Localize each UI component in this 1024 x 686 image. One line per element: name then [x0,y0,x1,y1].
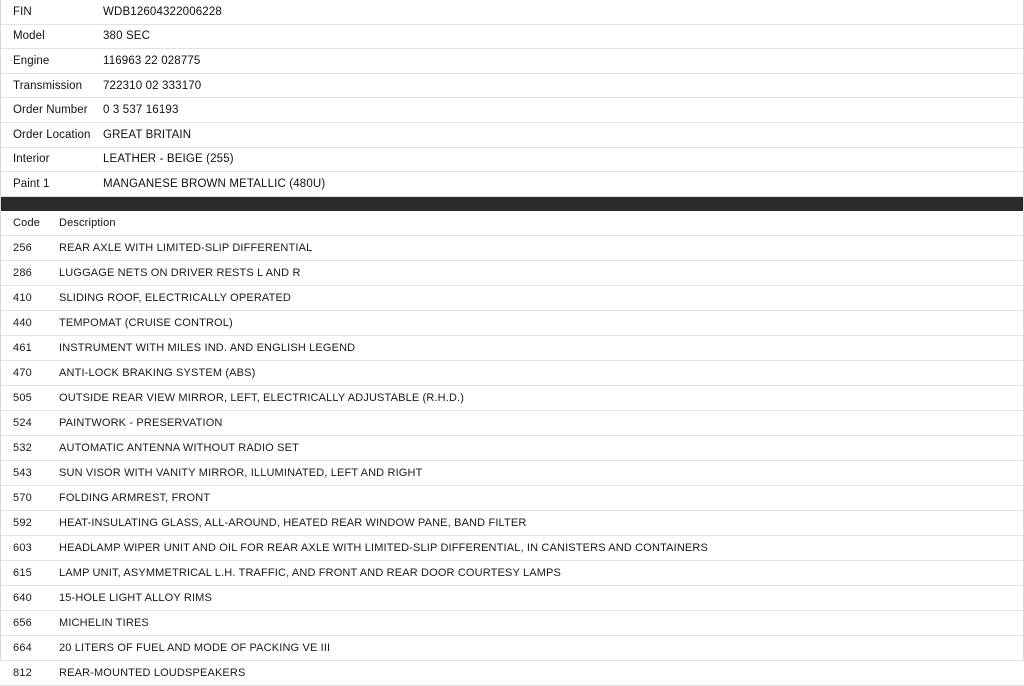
table-row [0,385,1024,410]
option-code: 640 [0,585,58,610]
option-code: 470 [0,360,58,385]
table-row [0,49,1024,74]
table-row [0,172,1024,197]
vehicle-field-label: Order Location [0,122,103,147]
table-row [0,310,1024,335]
option-code: 410 [0,285,58,310]
option-codes-body [0,211,1024,686]
option-description: REAR-MOUNTED LOUDSPEAKERS [58,660,1024,685]
table-row [0,147,1024,172]
option-code: 543 [0,460,58,485]
vehicle-field-value: 722310 02 333170 [103,73,1024,98]
option-description: SUN VISOR WITH VANITY MIRROR, ILLUMINATED, LEFT AND RIGHT [58,460,1024,485]
table-row [0,585,1024,610]
vehicle-field-value: 380 SEC [103,24,1024,49]
table-row [0,0,1024,24]
option-code: 256 [0,235,58,260]
vehicle-data-body [0,0,1024,196]
table-row [0,98,1024,123]
option-description: OUTSIDE REAR VIEW MIRROR, LEFT, ELECTRICALLY ADJUSTABLE (R.H.D.) [58,385,1024,410]
option-codes-header-row [0,211,1024,236]
vehicle-field-value: MANGANESE BROWN METALLIC (480U) [103,172,1024,197]
option-code: 592 [0,510,58,535]
vehicle-field-label: Transmission [0,73,103,98]
option-description: PAINTWORK - PRESERVATION [58,410,1024,435]
option-code: 664 [0,635,58,660]
table-row [0,360,1024,385]
table-row [0,410,1024,435]
option-code: 505 [0,385,58,410]
column-header-description: Description [58,211,1024,236]
table-row [0,24,1024,49]
table-row [0,635,1024,660]
table-row [0,260,1024,285]
vehicle-field-label: FIN [0,0,103,24]
table-row [0,435,1024,460]
option-description: LUGGAGE NETS ON DRIVER RESTS L AND R [58,260,1024,285]
table-row [0,660,1024,685]
option-description: 15-HOLE LIGHT ALLOY RIMS [58,585,1024,610]
table-row [0,335,1024,360]
option-code: 812 [0,660,58,685]
option-description: SLIDING ROOF, ELECTRICALLY OPERATED [58,285,1024,310]
option-codes-table [0,211,1024,686]
table-row [0,560,1024,585]
option-code: 603 [0,535,58,560]
section-divider-bar [0,197,1024,211]
option-code: 440 [0,310,58,335]
option-description: LAMP UNIT, ASYMMETRICAL L.H. TRAFFIC, AND FRONT AND REAR DOOR COURTESY LAMPS [58,560,1024,585]
option-description: REAR AXLE WITH LIMITED-SLIP DIFFERENTIAL [58,235,1024,260]
vehicle-data-table [0,0,1024,197]
option-code: 524 [0,410,58,435]
option-description: FOLDING ARMREST, FRONT [58,485,1024,510]
option-description: ANTI-LOCK BRAKING SYSTEM (ABS) [58,360,1024,385]
option-description: AUTOMATIC ANTENNA WITHOUT RADIO SET [58,435,1024,460]
table-row [0,535,1024,560]
option-code: 615 [0,560,58,585]
option-code: 570 [0,485,58,510]
table-row [0,73,1024,98]
table-row [0,460,1024,485]
option-description: HEADLAMP WIPER UNIT AND OIL FOR REAR AXLE WITH LIMITED-SLIP DIFFERENTIAL, IN CANISTERS AND CONTAINERS [58,535,1024,560]
option-description: 20 LITERS OF FUEL AND MODE OF PACKING VE III [58,635,1024,660]
vehicle-field-value: WDB12604322006228 [103,0,1024,24]
vehicle-field-label: Model [0,24,103,49]
table-row [0,485,1024,510]
page-left-rule [0,0,1,661]
vehicle-field-value: LEATHER - BEIGE (255) [103,147,1024,172]
option-description: TEMPOMAT (CRUISE CONTROL) [58,310,1024,335]
vehicle-field-value: 0 3 537 16193 [103,98,1024,123]
option-description: INSTRUMENT WITH MILES IND. AND ENGLISH LEGEND [58,335,1024,360]
option-code: 461 [0,335,58,360]
vehicle-field-label: Interior [0,147,103,172]
vehicle-field-label: Paint 1 [0,172,103,197]
column-header-code: Code [0,211,58,236]
table-row [0,510,1024,535]
vehicle-field-label: Engine [0,49,103,74]
option-description: MICHELIN TIRES [58,610,1024,635]
table-row [0,285,1024,310]
option-code: 656 [0,610,58,635]
vehicle-field-value: 116963 22 028775 [103,49,1024,74]
vehicle-field-label: Order Number [0,98,103,123]
option-code: 532 [0,435,58,460]
option-description: HEAT-INSULATING GLASS, ALL-AROUND, HEATED REAR WINDOW PANE, BAND FILTER [58,510,1024,535]
vehicle-field-value: GREAT BRITAIN [103,122,1024,147]
table-row [0,235,1024,260]
option-code: 286 [0,260,58,285]
table-row [0,610,1024,635]
table-row [0,122,1024,147]
